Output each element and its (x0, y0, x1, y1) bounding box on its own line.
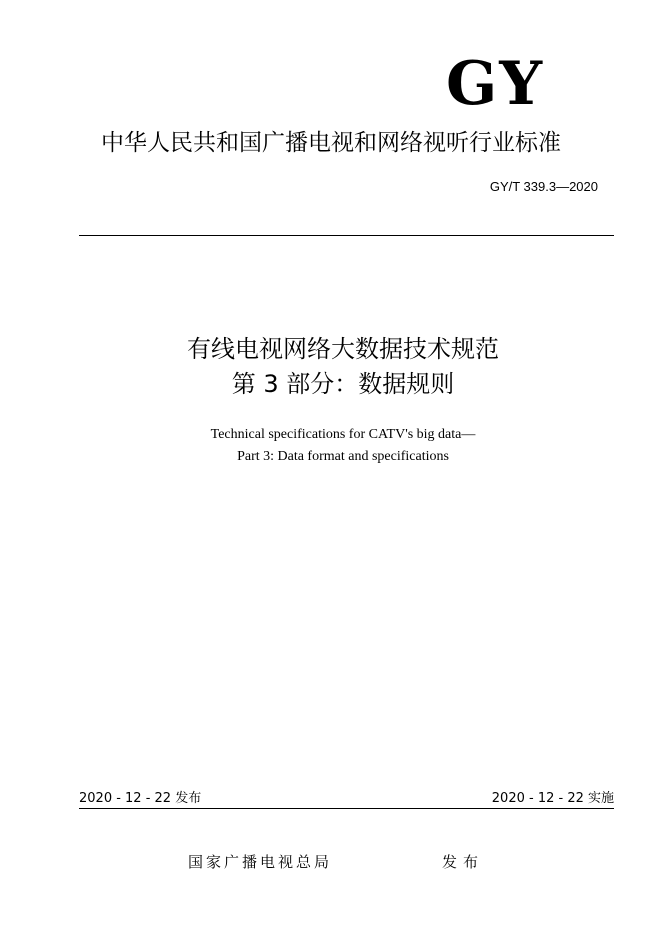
top-divider (79, 235, 614, 236)
implementation-date: 2020 - 12 - 22 实施 (491, 791, 614, 806)
chinese-title-line-1: 有线电视网络大数据技术规范 (187, 335, 499, 363)
standard-number: GY/T 339.3—2020 (489, 179, 598, 194)
publish-label: 发布 (442, 853, 485, 871)
publisher-name: 国家广播电视总局 (188, 853, 333, 871)
bottom-divider (79, 808, 614, 809)
chinese-title-line-2: 第 3 部分：数据规则 (231, 370, 455, 398)
english-title-line-2: Part 3: Data format and specifications (237, 449, 449, 464)
gy-logo: GY (446, 49, 545, 119)
issue-date: 2020 - 12 - 22 发布 (79, 791, 202, 806)
org-title: 中华人民共和国广播电视和网络视听行业标准 (101, 130, 561, 156)
english-title-line-1: Technical specifications for CATV's big data— (210, 427, 476, 442)
